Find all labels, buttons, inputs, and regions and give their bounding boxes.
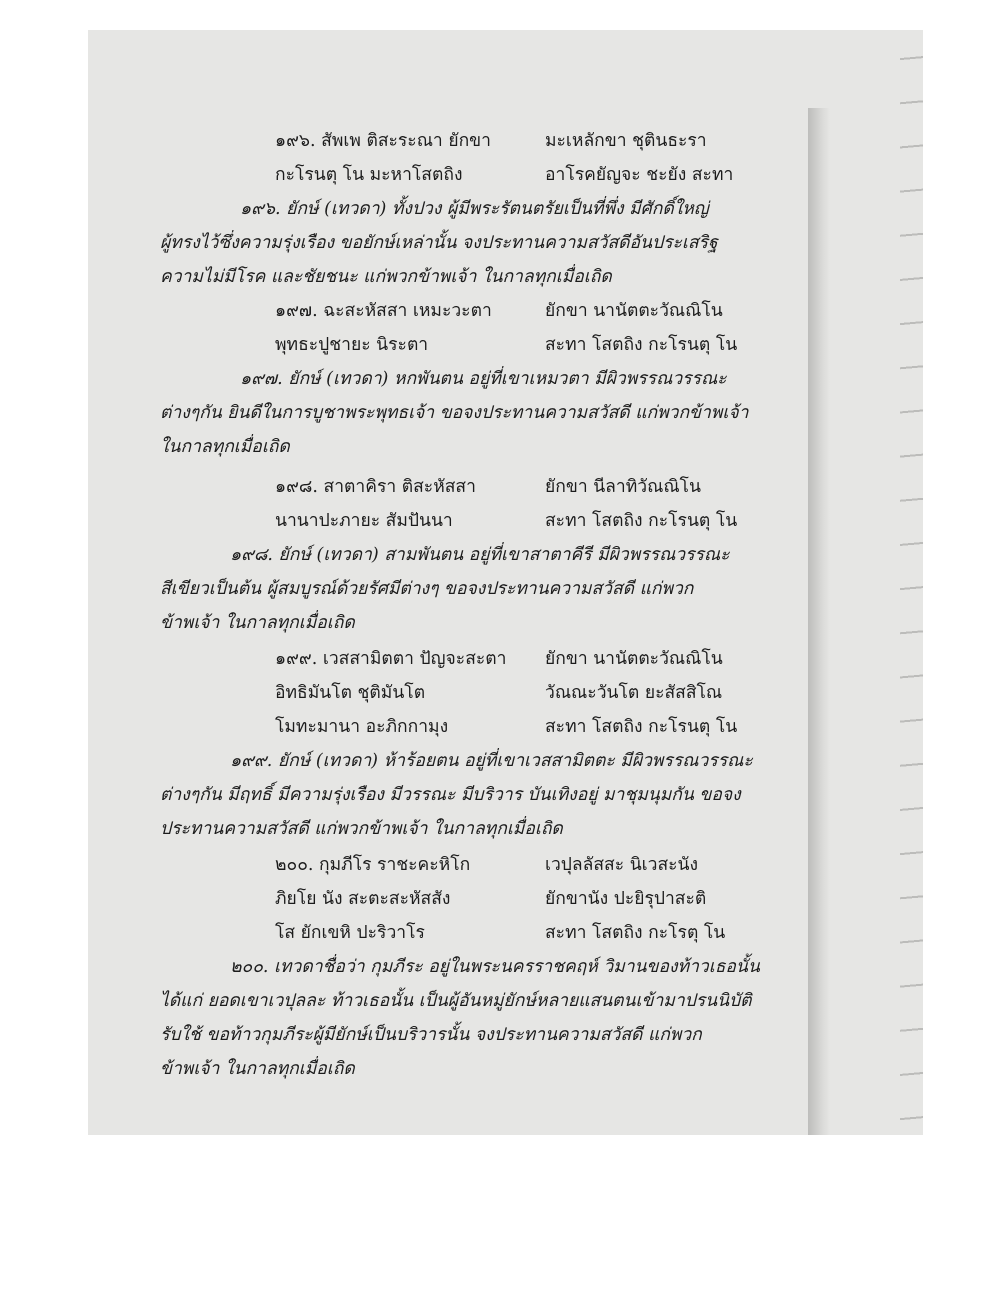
verse-198-line-1a: ๑๙๘. สาตาคิรา ติสะหัสสา — [275, 477, 476, 497]
translation-198-line-3: ข้าพเจ้า ในกาลทุกเมื่อเถิด — [160, 613, 355, 633]
verse-197-line-1a: ๑๙๗. ฉะสะหัสสา เหมะวะตา — [275, 301, 492, 321]
translation-196-line-3: ความไม่มีโรค และชัยชนะ แก่พวกข้าพเจ้า ในกาลทุกเมื่อเถิด — [160, 267, 612, 287]
translation-199-line-1: ๑๙๙. ยักษ์ (เทวดา) ห้าร้อยตน อยู่ที่เขาเวสสามิตตะ มีผิวพรรณวรรณะ — [230, 751, 753, 771]
verse-198-line-2b: สะทา โสตถิง กะโรนตุ โน — [545, 511, 738, 531]
verse-199-line-2b: วัณณะวันโต ยะสัสสิโณ — [545, 683, 723, 703]
translation-200-line-1: ๒๐๐. เทวดาชื่อว่า กุมภีระ อยู่ในพระนครราชคฤห์ วิมานของท้าวเธอนั้น — [230, 957, 760, 977]
translation-200-line-2: ได้แก่ ยอดเขาเวปุลละ ท้าวเธอนั้น เป็นผู้อันหมู่ยักษ์หลายแสนตนเข้ามาปรนนิบัติ — [160, 991, 752, 1011]
translation-200-line-3: รับใช้ ขอท้าวกุมภีระผู้มียักษ์เป็นบริวารนั้น จงประทานความสวัสดี แก่พวก — [160, 1025, 702, 1045]
page-edge — [900, 30, 923, 1135]
translation-199-line-3: ประทานความสวัสดี แก่พวกข้าพเจ้า ในกาลทุกเมื่อเถิด — [160, 819, 563, 839]
verse-197-line-2b: สะทา โสตถิง กะโรนตุ โน — [545, 335, 738, 355]
verse-199-line-1b: ยักขา นานัตตะวัณณิโน — [545, 649, 723, 669]
verse-199-line-2a: อิทธิมันโต ชุติมันโต — [275, 683, 426, 703]
verse-196-line-2a: กะโรนตุ โน มะหาโสตถิง — [275, 165, 463, 185]
verse-198-line-1b: ยักขา นีลาทิวัณณิโน — [545, 477, 701, 497]
verse-199-line-1a: ๑๙๙. เวสสามิตตา ปัญจะสะตา — [275, 649, 507, 669]
translation-198-line-1: ๑๙๘. ยักษ์ (เทวดา) สามพันตน อยู่ที่เขาสาตาคีรี มีผิวพรรณวรรณะ — [230, 545, 730, 565]
verse-196-line-1b: มะเหลักขา ชุตินธะรา — [545, 131, 707, 151]
verse-197-line-2a: พุทธะปูชายะ นิระตา — [275, 335, 429, 355]
verse-199-line-3b: สะทา โสตถิง กะโรนตุ โน — [545, 717, 738, 737]
verse-200-line-2b: ยักขานัง ปะยิรุปาสะติ — [545, 889, 707, 909]
translation-197-line-1: ๑๙๗. ยักษ์ (เทวดา) หกพันตน อยู่ที่เขาเหมวตา มีผิวพรรณวรรณะ — [240, 369, 727, 389]
translation-199-line-2: ต่างๆกัน มีฤทธิ์ มีความรุ่งเรือง มีวรรณะ มีบริวาร บันเทิงอยู่ มาชุมนุมกัน ขอจง — [160, 785, 741, 805]
verse-200-line-1b: เวปุลลัสสะ นิเวสะนัง — [545, 855, 699, 875]
translation-197-line-2: ต่างๆกัน ยินดีในการบูชาพระพุทธเจ้า ขอจงประทานความสวัสดี แก่พวกข้าพเจ้า — [160, 403, 749, 423]
translation-197-line-3: ในกาลทุกเมื่อเถิด — [160, 437, 290, 457]
translation-200-line-4: ข้าพเจ้า ในกาลทุกเมื่อเถิด — [160, 1059, 355, 1079]
translation-196-line-1: ๑๙๖. ยักษ์ (เทวดา) ทั้งปวง ผู้มีพระรัตนตรัยเป็นที่พึ่ง มีศักดิ์ใหญ่ — [240, 199, 709, 219]
verse-196-line-1a: ๑๙๖. สัพเพ ติสะระณา ยักขา — [275, 131, 491, 151]
verse-200-line-3b: สะทา โสตถิง กะโรตุ โน — [545, 923, 726, 943]
verse-199-line-3a: โมทะมานา อะภิกกามุง — [275, 717, 449, 737]
verse-196-line-2b: อาโรคยัญจะ ชะยัง สะทา — [545, 165, 734, 185]
page-shadow — [808, 108, 830, 1135]
verse-200-line-3a: โส ยักเขหิ ปะริวาโร — [275, 923, 425, 943]
translation-198-line-2: สีเขียวเป็นต้น ผู้สมบูรณ์ด้วยรัศมีต่างๆ ขอจงประทานความสวัสดี แก่พวก — [160, 579, 694, 599]
verse-197-line-1b: ยักขา นานัตตะวัณณิโน — [545, 301, 723, 321]
verse-200-line-1a: ๒๐๐. กุมภีโร ราชะคะหิโก — [275, 855, 471, 875]
verse-200-line-2a: ภิยโย นัง สะตะสะหัสสัง — [275, 889, 451, 909]
verse-198-line-2a: นานาปะภายะ สัมปันนา — [275, 511, 453, 531]
translation-196-line-2: ผู้ทรงไว้ซึ่งความรุ่งเรือง ขอยักษ์เหล่านั้น จงประทานความสวัสดีอันประเสริฐ — [160, 233, 718, 253]
